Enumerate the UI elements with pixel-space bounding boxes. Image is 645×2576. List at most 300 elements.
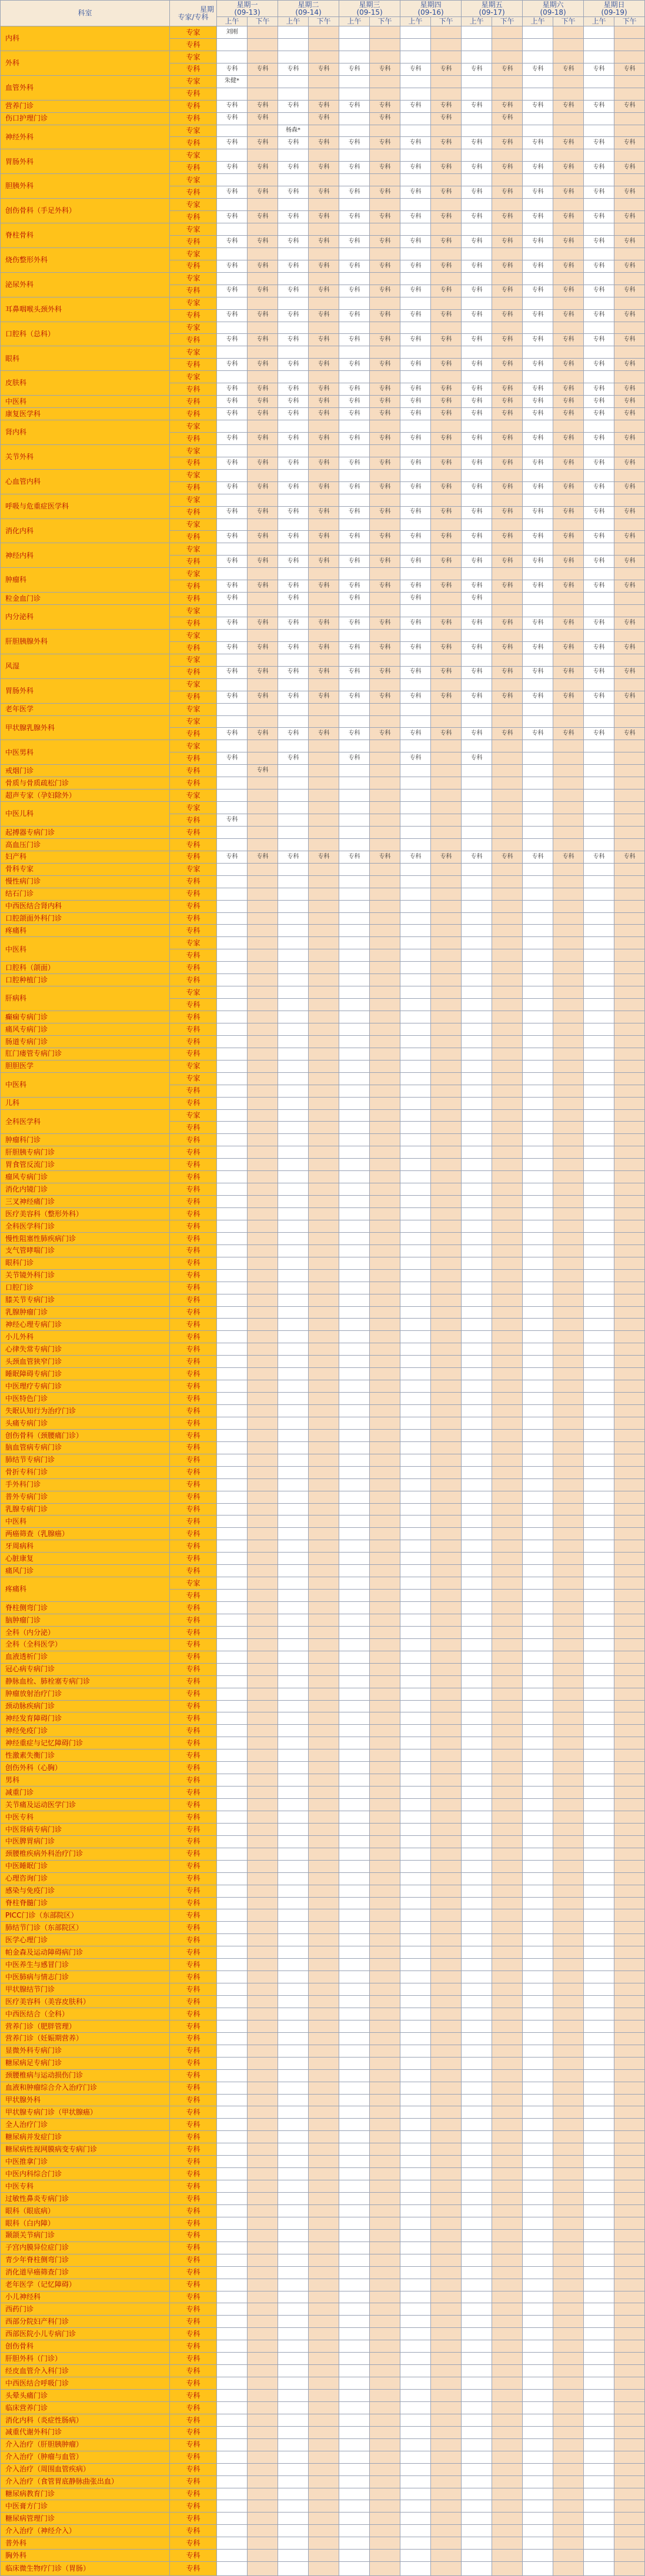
schedule-cell[interactable]: [278, 900, 309, 912]
schedule-cell[interactable]: 专科: [431, 334, 462, 346]
schedule-cell[interactable]: [217, 974, 248, 986]
schedule-cell[interactable]: [339, 2082, 370, 2094]
schedule-cell[interactable]: [370, 1983, 400, 1996]
schedule-cell[interactable]: 朱健*: [217, 75, 248, 88]
schedule-cell[interactable]: [400, 1700, 431, 1712]
schedule-cell[interactable]: [309, 1811, 339, 1823]
schedule-cell[interactable]: [248, 1688, 278, 1700]
schedule-cell[interactable]: [309, 1897, 339, 1909]
schedule-cell[interactable]: [309, 1799, 339, 1811]
schedule-cell[interactable]: [553, 1417, 584, 1429]
schedule-cell[interactable]: [400, 1060, 431, 1072]
schedule-cell[interactable]: [614, 752, 645, 765]
schedule-cell[interactable]: 专科: [462, 752, 492, 765]
schedule-cell[interactable]: [584, 2438, 614, 2451]
schedule-cell[interactable]: [370, 346, 400, 359]
schedule-cell[interactable]: [584, 2279, 614, 2291]
schedule-cell[interactable]: [584, 51, 614, 63]
schedule-cell[interactable]: [339, 1417, 370, 1429]
schedule-cell[interactable]: [400, 1134, 431, 1146]
schedule-cell[interactable]: [492, 2488, 523, 2500]
schedule-cell[interactable]: [400, 703, 431, 715]
schedule-cell[interactable]: [462, 1503, 492, 1516]
schedule-cell[interactable]: [400, 1922, 431, 1934]
schedule-cell[interactable]: [431, 1319, 462, 1331]
schedule-cell[interactable]: [278, 1208, 309, 1220]
schedule-cell[interactable]: [370, 2045, 400, 2057]
schedule-cell[interactable]: [431, 1983, 462, 1996]
schedule-cell[interactable]: [492, 444, 523, 457]
schedule-cell[interactable]: [523, 1466, 553, 1478]
schedule-cell[interactable]: [217, 1429, 248, 1441]
schedule-cell[interactable]: [309, 2242, 339, 2254]
schedule-cell[interactable]: [584, 1663, 614, 1675]
schedule-cell[interactable]: [584, 1749, 614, 1762]
schedule-cell[interactable]: [462, 2525, 492, 2537]
schedule-cell[interactable]: [370, 75, 400, 88]
schedule-cell[interactable]: [614, 543, 645, 556]
schedule-cell[interactable]: [370, 2463, 400, 2475]
schedule-cell[interactable]: 专科: [553, 641, 584, 654]
schedule-cell[interactable]: [614, 2119, 645, 2131]
schedule-cell[interactable]: [492, 1762, 523, 1774]
schedule-cell[interactable]: [248, 2525, 278, 2537]
schedule-cell[interactable]: [309, 1244, 339, 1257]
schedule-cell[interactable]: [370, 814, 400, 827]
schedule-cell[interactable]: [278, 2488, 309, 2500]
schedule-cell[interactable]: [523, 999, 553, 1011]
schedule-cell[interactable]: [248, 1959, 278, 1971]
schedule-cell[interactable]: [431, 1478, 462, 1491]
schedule-cell[interactable]: [584, 2254, 614, 2266]
schedule-cell[interactable]: [584, 444, 614, 457]
schedule-cell[interactable]: 专科: [370, 211, 400, 223]
schedule-cell[interactable]: [278, 826, 309, 838]
schedule-cell[interactable]: [309, 543, 339, 556]
schedule-cell[interactable]: [400, 1787, 431, 1799]
schedule-cell[interactable]: [309, 125, 339, 137]
schedule-cell[interactable]: 专科: [431, 100, 462, 112]
schedule-cell[interactable]: [370, 1109, 400, 1122]
schedule-cell[interactable]: [309, 2377, 339, 2390]
schedule-cell[interactable]: [614, 1811, 645, 1823]
schedule-cell[interactable]: [400, 223, 431, 236]
schedule-cell[interactable]: [217, 777, 248, 789]
schedule-cell[interactable]: [339, 2106, 370, 2119]
schedule-cell[interactable]: [553, 223, 584, 236]
schedule-cell[interactable]: [370, 1897, 400, 1909]
schedule-cell[interactable]: [339, 1934, 370, 1946]
schedule-cell[interactable]: [370, 2562, 400, 2576]
schedule-cell[interactable]: [248, 715, 278, 728]
schedule-cell[interactable]: [217, 2328, 248, 2340]
schedule-cell[interactable]: 专科: [400, 408, 431, 420]
schedule-cell[interactable]: [248, 1380, 278, 1393]
schedule-cell[interactable]: [523, 26, 553, 39]
schedule-cell[interactable]: [523, 1922, 553, 1934]
schedule-cell[interactable]: [614, 322, 645, 334]
schedule-cell[interactable]: [584, 26, 614, 39]
schedule-cell[interactable]: [492, 2143, 523, 2156]
schedule-cell[interactable]: [370, 777, 400, 789]
schedule-cell[interactable]: 专科: [217, 285, 248, 297]
schedule-cell[interactable]: [492, 1934, 523, 1946]
schedule-cell[interactable]: [278, 1146, 309, 1159]
schedule-cell[interactable]: [462, 38, 492, 51]
schedule-cell[interactable]: [462, 1023, 492, 1035]
schedule-cell[interactable]: [523, 1060, 553, 1072]
schedule-cell[interactable]: [309, 2500, 339, 2513]
schedule-cell[interactable]: [462, 2242, 492, 2254]
schedule-cell[interactable]: [431, 2069, 462, 2082]
schedule-cell[interactable]: 专科: [492, 235, 523, 247]
schedule-cell[interactable]: [462, 494, 492, 506]
schedule-cell[interactable]: [370, 2082, 400, 2094]
schedule-cell[interactable]: [462, 1565, 492, 1577]
schedule-cell[interactable]: [462, 2217, 492, 2229]
schedule-cell[interactable]: [370, 1085, 400, 1097]
schedule-cell[interactable]: 专科: [309, 580, 339, 593]
schedule-cell[interactable]: [553, 1491, 584, 1503]
schedule-cell[interactable]: [553, 1675, 584, 1688]
schedule-cell[interactable]: 专科: [309, 432, 339, 444]
schedule-cell[interactable]: 专科: [217, 211, 248, 223]
schedule-cell[interactable]: [462, 1196, 492, 1208]
schedule-cell[interactable]: [400, 765, 431, 777]
schedule-cell[interactable]: [553, 654, 584, 666]
schedule-cell[interactable]: [217, 543, 248, 556]
schedule-cell[interactable]: [217, 2168, 248, 2180]
schedule-cell[interactable]: [217, 1922, 248, 1934]
schedule-cell[interactable]: [523, 2365, 553, 2377]
schedule-cell[interactable]: [309, 2426, 339, 2438]
schedule-cell[interactable]: [523, 1823, 553, 1835]
schedule-cell[interactable]: [339, 2180, 370, 2193]
schedule-cell[interactable]: [492, 2131, 523, 2143]
schedule-cell[interactable]: [523, 802, 553, 814]
schedule-cell[interactable]: [492, 1971, 523, 1983]
schedule-cell[interactable]: [339, 1109, 370, 1122]
schedule-cell[interactable]: [278, 962, 309, 974]
schedule-cell[interactable]: [309, 1946, 339, 1959]
schedule-cell[interactable]: [248, 1675, 278, 1688]
schedule-cell[interactable]: [248, 1171, 278, 1183]
schedule-cell[interactable]: [217, 875, 248, 888]
schedule-cell[interactable]: [431, 888, 462, 900]
schedule-cell[interactable]: 专科: [278, 396, 309, 408]
schedule-cell[interactable]: 专科: [614, 580, 645, 593]
schedule-cell[interactable]: [217, 1405, 248, 1417]
schedule-cell[interactable]: [462, 1688, 492, 1700]
schedule-cell[interactable]: [462, 1909, 492, 1922]
schedule-cell[interactable]: [523, 789, 553, 802]
schedule-cell[interactable]: [248, 1035, 278, 1048]
schedule-cell[interactable]: 专科: [370, 309, 400, 322]
schedule-cell[interactable]: [584, 1478, 614, 1491]
schedule-cell[interactable]: [248, 149, 278, 162]
schedule-cell[interactable]: [492, 2168, 523, 2180]
schedule-cell[interactable]: [462, 568, 492, 580]
schedule-cell[interactable]: [339, 1971, 370, 1983]
schedule-cell[interactable]: 专科: [370, 285, 400, 297]
schedule-cell[interactable]: [614, 2525, 645, 2537]
schedule-cell[interactable]: 专科: [217, 309, 248, 322]
schedule-cell[interactable]: [339, 1983, 370, 1996]
schedule-cell[interactable]: [431, 802, 462, 814]
schedule-cell[interactable]: [492, 2180, 523, 2193]
schedule-cell[interactable]: [248, 543, 278, 556]
schedule-cell[interactable]: [523, 1737, 553, 1749]
schedule-cell[interactable]: [614, 1565, 645, 1577]
schedule-cell[interactable]: 专科: [431, 211, 462, 223]
schedule-cell[interactable]: [431, 2266, 462, 2279]
schedule-cell[interactable]: [523, 1787, 553, 1799]
schedule-cell[interactable]: [492, 826, 523, 838]
schedule-cell[interactable]: [278, 1097, 309, 1109]
schedule-cell[interactable]: [278, 715, 309, 728]
schedule-cell[interactable]: [614, 1072, 645, 1085]
schedule-cell[interactable]: [584, 420, 614, 433]
schedule-cell[interactable]: [431, 777, 462, 789]
schedule-cell[interactable]: [217, 1060, 248, 1072]
schedule-cell[interactable]: 专科: [248, 432, 278, 444]
schedule-cell[interactable]: 专科: [553, 506, 584, 518]
schedule-cell[interactable]: [553, 2303, 584, 2316]
schedule-cell[interactable]: 专科: [370, 531, 400, 543]
schedule-cell[interactable]: 专科: [217, 359, 248, 371]
schedule-cell[interactable]: 专科: [309, 408, 339, 420]
schedule-cell[interactable]: [400, 346, 431, 359]
schedule-cell[interactable]: [492, 1614, 523, 1626]
schedule-cell[interactable]: 专科: [431, 432, 462, 444]
schedule-cell[interactable]: [553, 2562, 584, 2576]
schedule-cell[interactable]: [217, 272, 248, 285]
schedule-cell[interactable]: [462, 2168, 492, 2180]
schedule-cell[interactable]: [462, 2353, 492, 2365]
schedule-cell[interactable]: [309, 247, 339, 260]
schedule-cell[interactable]: [584, 1614, 614, 1626]
schedule-cell[interactable]: [248, 912, 278, 925]
schedule-cell[interactable]: [278, 949, 309, 962]
schedule-cell[interactable]: [370, 1590, 400, 1602]
schedule-cell[interactable]: [553, 420, 584, 433]
schedule-cell[interactable]: [370, 1553, 400, 1565]
schedule-cell[interactable]: [553, 2204, 584, 2217]
schedule-cell[interactable]: [339, 826, 370, 838]
schedule-cell[interactable]: [614, 2193, 645, 2205]
schedule-cell[interactable]: [339, 1626, 370, 1638]
schedule-cell[interactable]: [431, 1011, 462, 1023]
schedule-cell[interactable]: [614, 1319, 645, 1331]
schedule-cell[interactable]: [278, 322, 309, 334]
schedule-cell[interactable]: 专科: [553, 457, 584, 469]
schedule-cell[interactable]: [400, 1565, 431, 1577]
schedule-cell[interactable]: [492, 272, 523, 285]
schedule-cell[interactable]: [400, 75, 431, 88]
schedule-cell[interactable]: [584, 838, 614, 851]
schedule-cell[interactable]: [339, 1441, 370, 1454]
schedule-cell[interactable]: [370, 1848, 400, 1860]
schedule-cell[interactable]: [339, 838, 370, 851]
schedule-cell[interactable]: [217, 2082, 248, 2094]
schedule-cell[interactable]: 专科: [584, 851, 614, 863]
schedule-cell[interactable]: [584, 1232, 614, 1244]
schedule-cell[interactable]: [492, 1602, 523, 1614]
schedule-cell[interactable]: 专科: [248, 137, 278, 149]
schedule-cell[interactable]: [278, 2340, 309, 2353]
schedule-cell[interactable]: [553, 826, 584, 838]
schedule-cell[interactable]: 专科: [523, 851, 553, 863]
schedule-cell[interactable]: [278, 888, 309, 900]
schedule-cell[interactable]: [523, 2475, 553, 2488]
schedule-cell[interactable]: 专科: [523, 162, 553, 174]
schedule-cell[interactable]: [431, 1725, 462, 1737]
schedule-cell[interactable]: [278, 2537, 309, 2550]
schedule-cell[interactable]: [584, 1712, 614, 1725]
schedule-cell[interactable]: [248, 2303, 278, 2316]
schedule-cell[interactable]: 专科: [492, 728, 523, 740]
schedule-cell[interactable]: 专科: [400, 752, 431, 765]
schedule-cell[interactable]: 杨森*: [278, 125, 309, 137]
schedule-cell[interactable]: [553, 1220, 584, 1232]
schedule-cell[interactable]: [462, 1491, 492, 1503]
schedule-cell[interactable]: [431, 1540, 462, 1553]
schedule-cell[interactable]: [614, 494, 645, 506]
schedule-cell[interactable]: [309, 1651, 339, 1663]
schedule-cell[interactable]: [614, 1269, 645, 1282]
schedule-cell[interactable]: [309, 2204, 339, 2217]
schedule-cell[interactable]: [462, 2340, 492, 2353]
schedule-cell[interactable]: [400, 1651, 431, 1663]
schedule-cell[interactable]: [523, 1429, 553, 1441]
schedule-cell[interactable]: [431, 1749, 462, 1762]
schedule-cell[interactable]: [492, 1368, 523, 1380]
schedule-cell[interactable]: [584, 900, 614, 912]
schedule-cell[interactable]: [400, 2204, 431, 2217]
schedule-cell[interactable]: [492, 678, 523, 691]
schedule-cell[interactable]: [553, 1441, 584, 1454]
schedule-cell[interactable]: [553, 2168, 584, 2180]
schedule-cell[interactable]: [400, 1590, 431, 1602]
schedule-cell[interactable]: 专科: [278, 851, 309, 863]
schedule-cell[interactable]: [278, 1319, 309, 1331]
schedule-cell[interactable]: [462, 2229, 492, 2242]
schedule-cell[interactable]: 专科: [431, 186, 462, 199]
schedule-cell[interactable]: [614, 1380, 645, 1393]
schedule-cell[interactable]: [584, 2537, 614, 2550]
schedule-cell[interactable]: [370, 2266, 400, 2279]
schedule-cell[interactable]: 专科: [370, 334, 400, 346]
schedule-cell[interactable]: 专科: [400, 666, 431, 678]
schedule-cell[interactable]: 专科: [523, 531, 553, 543]
schedule-cell[interactable]: [309, 838, 339, 851]
schedule-cell[interactable]: [248, 2156, 278, 2168]
schedule-cell[interactable]: 专科: [431, 481, 462, 494]
schedule-cell[interactable]: [370, 2032, 400, 2045]
schedule-cell[interactable]: [217, 1134, 248, 1146]
schedule-cell[interactable]: [553, 789, 584, 802]
schedule-cell[interactable]: [370, 2119, 400, 2131]
schedule-cell[interactable]: [370, 974, 400, 986]
schedule-cell[interactable]: [248, 2390, 278, 2402]
schedule-cell[interactable]: [462, 518, 492, 531]
schedule-cell[interactable]: [553, 1171, 584, 1183]
schedule-cell[interactable]: [278, 2426, 309, 2438]
schedule-cell[interactable]: [431, 2168, 462, 2180]
schedule-cell[interactable]: [309, 2550, 339, 2562]
schedule-cell[interactable]: [462, 2303, 492, 2316]
schedule-cell[interactable]: [309, 2562, 339, 2576]
schedule-cell[interactable]: [309, 2525, 339, 2537]
schedule-cell[interactable]: [217, 1294, 248, 1306]
schedule-cell[interactable]: [553, 1811, 584, 1823]
schedule-cell[interactable]: [523, 149, 553, 162]
schedule-cell[interactable]: [339, 2254, 370, 2266]
schedule-cell[interactable]: [217, 1540, 248, 1553]
schedule-cell[interactable]: [370, 1269, 400, 1282]
schedule-cell[interactable]: [431, 2340, 462, 2353]
schedule-cell[interactable]: [339, 2008, 370, 2020]
schedule-cell[interactable]: [339, 1294, 370, 1306]
schedule-cell[interactable]: [309, 1269, 339, 1282]
schedule-cell[interactable]: [584, 1774, 614, 1787]
schedule-cell[interactable]: [584, 1909, 614, 1922]
schedule-cell[interactable]: [462, 999, 492, 1011]
schedule-cell[interactable]: 专科: [614, 162, 645, 174]
schedule-cell[interactable]: [278, 1244, 309, 1257]
schedule-cell[interactable]: [492, 1393, 523, 1405]
schedule-cell[interactable]: [278, 1872, 309, 1885]
schedule-cell[interactable]: [278, 1023, 309, 1035]
schedule-cell[interactable]: [553, 1429, 584, 1441]
schedule-cell[interactable]: [309, 2390, 339, 2402]
schedule-cell[interactable]: [431, 1860, 462, 1872]
schedule-cell[interactable]: [309, 703, 339, 715]
schedule-cell[interactable]: [614, 1405, 645, 1417]
schedule-cell[interactable]: 专科: [614, 211, 645, 223]
schedule-cell[interactable]: 专科: [492, 100, 523, 112]
schedule-cell[interactable]: [462, 1220, 492, 1232]
schedule-cell[interactable]: [339, 814, 370, 827]
schedule-cell[interactable]: [614, 715, 645, 728]
schedule-cell[interactable]: [248, 1996, 278, 2008]
schedule-cell[interactable]: [523, 1577, 553, 1590]
schedule-cell[interactable]: [492, 912, 523, 925]
schedule-cell[interactable]: [278, 2438, 309, 2451]
schedule-cell[interactable]: [309, 2217, 339, 2229]
schedule-cell[interactable]: [278, 1638, 309, 1651]
schedule-cell[interactable]: [462, 1823, 492, 1835]
schedule-cell[interactable]: 专科: [584, 580, 614, 593]
schedule-cell[interactable]: [462, 629, 492, 641]
schedule-cell[interactable]: [462, 974, 492, 986]
schedule-cell[interactable]: [370, 1171, 400, 1183]
schedule-cell[interactable]: [309, 1429, 339, 1441]
schedule-cell[interactable]: [492, 1996, 523, 2008]
schedule-cell[interactable]: [370, 2279, 400, 2291]
schedule-cell[interactable]: [492, 1146, 523, 1159]
schedule-cell[interactable]: 专科: [248, 457, 278, 469]
schedule-cell[interactable]: [523, 1749, 553, 1762]
schedule-cell[interactable]: [248, 1368, 278, 1380]
schedule-cell[interactable]: [370, 543, 400, 556]
schedule-cell[interactable]: [248, 1835, 278, 1848]
schedule-cell[interactable]: 专科: [278, 531, 309, 543]
schedule-cell[interactable]: 专科: [278, 408, 309, 420]
schedule-cell[interactable]: [614, 2513, 645, 2525]
schedule-cell[interactable]: [492, 1171, 523, 1183]
schedule-cell[interactable]: [370, 297, 400, 309]
